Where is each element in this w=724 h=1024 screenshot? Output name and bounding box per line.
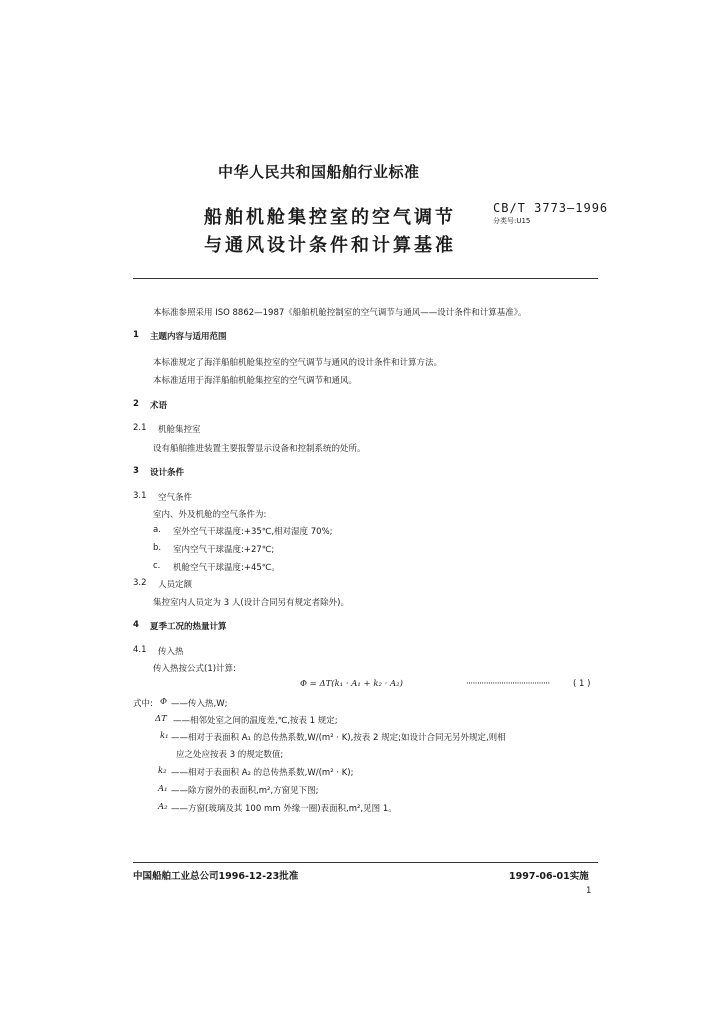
list-item-text: 室内空气干球温度:+27℃;: [173, 545, 275, 555]
page-number: 1: [586, 886, 592, 896]
classification-number: 分类号:U15: [493, 217, 531, 225]
issuer-heading: 中华人民共和国船舶行业标准: [218, 163, 420, 181]
definition-symbol: k₁: [160, 731, 169, 741]
section-2-1-title: 机舱集控室: [158, 425, 201, 435]
section-1-number: 1: [133, 330, 139, 340]
section-3-1-paragraph: 室内、外及机舱的空气条件为:: [153, 510, 267, 520]
document-title-line2: 与通风设计条件和计算基准: [204, 235, 456, 256]
footer-rule: [133, 862, 598, 863]
definition-text: ——相对于表面积 A₂ 的总传热系数,W/(m² · K);: [171, 768, 354, 778]
formula-leader-dots: ······································: [466, 679, 550, 689]
section-3-2-number: 3.2: [133, 578, 147, 588]
section-2-1-number: 2.1: [133, 423, 147, 433]
document-title-line1: 船舶机舱集控室的空气调节: [204, 207, 456, 228]
definition-symbol: k₂: [158, 766, 167, 776]
definition-text: ——相邻处室之间的温度差,℃,按表 1 规定;: [173, 716, 338, 726]
section-1-paragraph-2: 本标准适用于海洋船舶机舱集控室的空气调节和通风。: [153, 376, 358, 386]
section-2-number: 2: [133, 399, 139, 409]
list-item-label: a.: [153, 525, 161, 535]
intro-paragraph: 本标准参照采用 ISO 8862—1987《船舶机舱控制室的空气调节与通风——设计条件和计算基准》。: [153, 308, 527, 318]
definition-text: ——方窗(玻璃及其 100 mm 外缘一圈)表面积,m²,见图 1。: [171, 804, 397, 814]
definition-text: ——传入热,W;: [171, 699, 228, 709]
section-4-1-title: 传入热: [158, 647, 184, 657]
section-2-1-paragraph: 设有船舶推进装置主要报警显示设备和控制系统的处所。: [153, 444, 366, 454]
formula-number: ( 1 ): [573, 679, 591, 689]
formula: Φ = ΔT(k₁ · A₁ + k₂ · A₂): [300, 679, 403, 689]
definition-text: ——除方窗外的表面积,m²,方窗见下图;: [171, 786, 319, 796]
definition-text-continued: 应之处应按表 3 的规定数值;: [176, 750, 284, 760]
definition-symbol: A₁: [158, 784, 168, 794]
section-1-title: 主题内容与适用范围: [150, 332, 227, 342]
definition-symbol: A₂: [158, 802, 168, 812]
list-item-label: c.: [153, 561, 161, 571]
section-2-title: 术语: [150, 401, 168, 411]
section-1-paragraph-1: 本标准规定了海洋船舶机舱集控室的空气调节与通风的设计条件和计算方法。: [153, 358, 443, 368]
definition-text: ——相对于表面积 A₁ 的总传热系数,W/(m² · K),按表 2 规定;如设计合同无另外规定,则相: [171, 733, 506, 743]
section-3-2-paragraph: 集控室内人员定为 3 人(设计合同另有规定者除外)。: [153, 598, 349, 608]
list-item-label: b.: [153, 543, 162, 553]
list-item-text: 室外空气干球温度:+35℃,相对湿度 70%;: [173, 527, 333, 537]
standard-code: CB/T 3773—1996: [493, 201, 609, 215]
definition-symbol: Φ: [160, 697, 167, 707]
section-4-title: 夏季工况的热量计算: [150, 622, 227, 632]
section-4-1-number: 4.1: [133, 645, 147, 655]
section-4-1-paragraph: 传入热按公式(1)计算:: [153, 664, 236, 674]
header-rule: [133, 278, 598, 279]
section-3-2-title: 人员定额: [158, 580, 193, 590]
section-4-number: 4: [133, 620, 139, 630]
section-3-1-title: 空气条件: [158, 493, 193, 503]
approval-statement: 中国船舶工业总公司1996-12-23批准: [133, 871, 299, 882]
implementation-date: 1997-06-01实施: [509, 871, 589, 882]
section-3-number: 3: [133, 466, 139, 476]
definition-symbol: ΔT: [155, 714, 167, 724]
list-item-text: 机舱空气干球温度:+45℃。: [173, 563, 280, 573]
section-3-title: 设计条件: [150, 468, 185, 478]
where-label: 式中:: [133, 699, 153, 709]
section-3-1-number: 3.1: [133, 491, 147, 501]
